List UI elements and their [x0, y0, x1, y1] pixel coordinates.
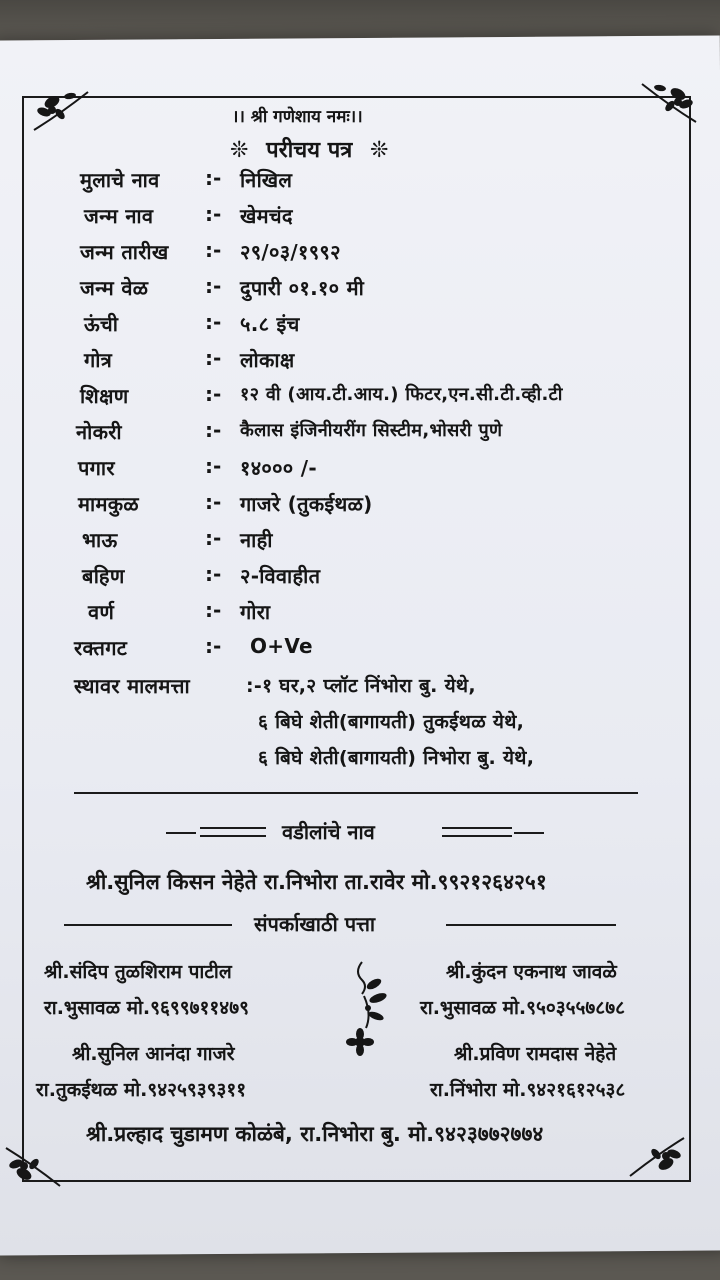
star-ornament-icon: ❊	[370, 138, 389, 163]
detail-value: २-विवाहीत	[240, 564, 321, 588]
corner-flourish-icon	[30, 84, 92, 136]
heading-double-rule	[442, 827, 512, 837]
detail-separator: :-	[205, 202, 222, 226]
detail-label: वर्ण	[88, 600, 115, 624]
detail-value: ५.८ इंच	[240, 312, 300, 336]
detail-separator: :-	[205, 598, 222, 622]
detail-separator: :-	[205, 562, 222, 586]
heading-double-rule	[200, 827, 266, 837]
detail-label: रक्तगट	[74, 636, 128, 660]
detail-label: मुलाचे नाव	[80, 168, 160, 192]
detail-value: खेमचंद	[240, 204, 293, 228]
heading-dash	[166, 832, 196, 834]
detail-value: गाजरे (तुकईथळ)	[240, 492, 373, 516]
detail-separator: :-	[205, 166, 222, 190]
contact-address: रा.तुकईथळ मो.९४२५९३९३११	[36, 1079, 247, 1101]
heading-rule	[446, 924, 616, 926]
detail-separator: :-	[205, 490, 222, 514]
corner-flourish-icon	[638, 76, 700, 128]
detail-label: भाऊ	[82, 528, 118, 552]
page-title-text: परीचय पत्र	[266, 138, 353, 163]
contact-footer: श्री.प्रल्हाद चुडामण कोळंबे, रा.निभोरा बु. मो.९४२३७७२७७४	[86, 1122, 544, 1146]
detail-separator: :-	[205, 274, 222, 298]
invocation-line: ।। श्री गणेशाय नमः।।	[232, 107, 363, 127]
detail-label: बहिण	[82, 564, 125, 588]
detail-value: २९/०३/१९९२	[240, 240, 341, 264]
property-line: ६ बिघे शेती(बागायती) निभोरा बु. येथे,	[258, 747, 535, 769]
detail-label: मामकुळ	[78, 492, 139, 516]
floral-ornament-icon	[344, 958, 394, 1058]
heading-dash	[514, 832, 544, 834]
detail-value: कैलास इंजिनीयरींग सिस्टीम,भोसरी पुणे	[240, 420, 503, 441]
contact-address: रा.भुसावळ मो.९६९९७११४७९	[44, 997, 249, 1019]
property-line: :-१ घर,२ प्लॉट निंभोरा बु. येथे,	[246, 675, 476, 697]
property-label: स्थावर मालमत्ता	[74, 674, 190, 698]
detail-separator: :-	[205, 382, 222, 406]
detail-label: जन्म नाव	[84, 204, 154, 228]
detail-value: निखिल	[240, 168, 293, 192]
detail-value: १४००० /-	[240, 456, 317, 480]
contact-heading: संपर्काखाठी पत्ता	[254, 912, 376, 936]
detail-label: गोत्र	[84, 348, 113, 372]
contact-name: श्री.संदिप तुळशिराम पाटील	[44, 961, 232, 983]
contact-address: रा.भुसावळ मो.९५०३५५७८७८	[420, 997, 625, 1019]
detail-value: लोकाक्ष	[240, 348, 295, 372]
corner-flourish-icon	[626, 1132, 688, 1184]
contact-address: रा.निंभोरा मो.९४२१६१२५३८	[430, 1079, 626, 1101]
detail-separator: :-	[205, 454, 222, 478]
detail-value: गोरा	[240, 600, 271, 624]
corner-flourish-icon	[2, 1142, 64, 1194]
detail-label: नोकरी	[76, 420, 122, 444]
contact-name: श्री.सुनिल आनंदा गाजरे	[72, 1043, 235, 1065]
page-title	[230, 134, 388, 164]
property-line: ६ बिघे शेती(बागायती) तुकईथळ येथे,	[258, 711, 525, 733]
detail-separator: :-	[205, 418, 222, 442]
detail-value: नाही	[240, 528, 273, 552]
detail-value: दुपारी ०१.१० मी	[240, 276, 365, 300]
detail-label: जन्म वेळ	[80, 276, 149, 300]
detail-label: शिक्षण	[80, 384, 129, 408]
section-divider	[74, 792, 638, 794]
detail-value: १२ वी (आय.टी.आय.) फिटर,एन.सी.टी.व्ही.टी	[240, 384, 563, 405]
detail-separator: :-	[205, 526, 222, 550]
detail-separator: :-	[205, 310, 222, 334]
detail-separator: :-	[205, 238, 222, 262]
heading-rule	[64, 924, 232, 926]
detail-separator: :-	[205, 346, 222, 370]
contact-name: श्री.प्रविण रामदास नेहेते	[454, 1043, 617, 1065]
detail-label: पगार	[78, 456, 115, 480]
detail-label: ऊंची	[84, 312, 119, 336]
father-heading: वडीलांचे नाव	[282, 820, 375, 844]
father-details: श्री.सुनिल किसन नेहेते रा.निभोरा ता.रावेर मो.९९२१२६४२५१	[86, 870, 547, 894]
contact-name: श्री.कुंदन एकनाथ जावळे	[446, 961, 617, 983]
star-ornament-icon: ❊	[230, 138, 249, 163]
detail-value: O+Ve	[250, 634, 313, 658]
detail-label: जन्म तारीख	[80, 240, 169, 264]
detail-separator: :-	[205, 634, 222, 658]
